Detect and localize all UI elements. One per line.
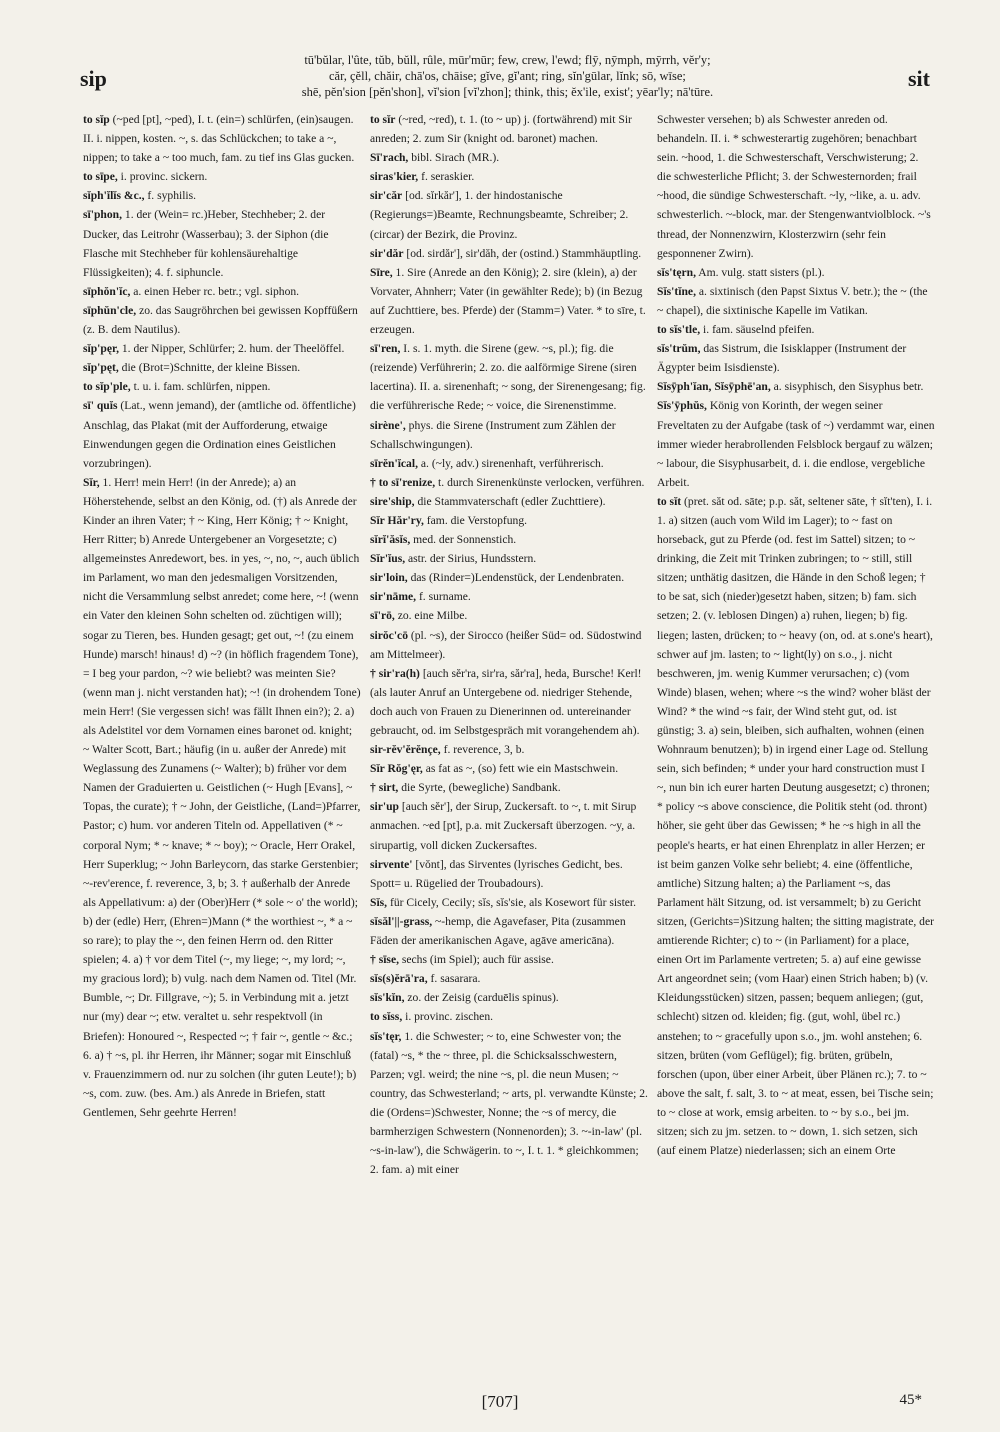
dictionary-entry — [83, 301, 361, 339]
entry-headword: sī'ren, — [370, 342, 401, 356]
entry-definition: 1. Sire (Anrede an den König); 2. sire (klein), a) der Vorvater, Ahnherr; Vater (in gewählter Rede); b) (in Bezug auf Zuchttiere, bes. Pferde) der (Stamm=) Vater. * to sīre, t. erzeugen. — [370, 265, 646, 337]
entry-definition: as fat as ~, (so) fett wie ein Mastschwein. — [422, 762, 619, 776]
dictionary-entry — [370, 186, 648, 243]
dictionary-entry — [657, 263, 935, 282]
entry-headword: Sĭsȳph'ĭan, Sĭsȳphē'an, — [657, 380, 771, 394]
entry-definition: die (Brot=)Schnitte, der kleine Bissen. — [118, 361, 301, 375]
entry-headword: † sir'ra(h) — [370, 666, 420, 680]
key-line: shē, pĕn'sion [pĕn'shon], vĭ'sion [vĭ'zhon]; think, this; ĕx'ile, exist'; yēar'ly; nā'tūre. — [301, 85, 714, 99]
column-1 — [83, 110, 361, 1179]
dictionary-entry — [370, 549, 648, 568]
dictionary-entry — [83, 377, 361, 396]
guide-word-left: sip — [80, 66, 107, 91]
entry-definition: Am. vulg. statt sisters (pl.). — [695, 265, 825, 279]
dictionary-entry — [370, 492, 648, 511]
entry-headword: siras'kier, — [370, 170, 419, 184]
dictionary-entry — [370, 454, 648, 473]
entry-headword: sir-rĕv'ĕrĕnçe, — [370, 743, 441, 757]
entry-definition: zo. das Saugröhrchen bei gewissen Kopffüßern (z. B. dem Nautilus). — [83, 303, 358, 337]
entry-headword: sīphŭn'cle, — [83, 303, 137, 317]
entry-definition: zo. eine Milbe. — [394, 609, 468, 623]
entry-headword: sir'up — [370, 800, 399, 814]
dictionary-entry — [370, 339, 648, 415]
entry-definition: 1. der Nipper, Schlürfer; 2. hum. der Theelöffel. — [118, 342, 345, 356]
entry-definition: zo. der Zeisig (carduēlis spinus). — [404, 991, 559, 1005]
dictionary-entry — [370, 148, 648, 167]
dictionary-entry — [83, 167, 361, 186]
entry-definition: [auch sĕr'ra, sir'ra, săr'ra], heda, Bursche! Kerl! (als lauter Anruf an Untergebene od. niedriger Stehende, doch auch von Frauen zu Dienerinnen od. untereinander gebraucht, od. im Selbstgespräch mit vorangehendem ah). — [370, 666, 642, 737]
entry-headword: † sīse, — [370, 953, 399, 967]
entry-headword: sīrĕn'ĭcal, — [370, 456, 418, 470]
entry-definition: Schwester versehen; b) als Schwester anreden od. behandeln. II. i. * schwesterartig zugehören; benachbart sein. ~hood, 1. die Schwesterschaft, Verschwisterung; 2. die schwesterliche Pflicht; 3. der Schwesternorden; frail ~hood, die sündige Schwesterschaft. ~ly, ~like, a. u. adv. schwesterlich. ~-block, mar. der Stengenwantviolblock. ~'s thread, der Nonnenzwirn, Klosterzwirn (sehr fein gesponnener Zwirn). — [657, 113, 931, 260]
page-header — [0, 52, 1000, 100]
entry-definition: fam. die Verstopfung. — [423, 513, 528, 527]
entry-headword: sĭs(s)ĕrā'ra, — [370, 972, 428, 986]
key-line: căr, çĕll, chăir, chā'os, chāise; gĭve, gĭ'ant; ring, sĭn'gūlar, lĭnk; sō, wīse; — [329, 69, 686, 83]
entry-definition: (Lat., wenn jemand), der (amtliche od. öffentliche) Anschlag, das Plakat (mit der Aufforderung, etwaige Einwendungen gegen die Ordination eines Geistlichen vorzubringen). — [83, 399, 356, 470]
entry-definition: bibl. Sirach (MR.). — [408, 151, 500, 165]
dictionary-entry — [370, 530, 648, 549]
dictionary-entry — [83, 205, 361, 281]
entry-definition: 1. Herr! mein Herr! (in der Anrede); a) an Höherstehende, selbst an den König, od. (†) als Anrede der Kinder an ihren Vater; † ~ King, Herr König; † ~ Knight, Herr Ritter; b) Anrede Untergebener an Vorgesetzte; c) allgemeinstes Anredewort, bes. in yes, ~, no, ~, auch üblich im Parlament, wo man den jedesmaligen Vorsitzenden, nicht die Versammlung selbst anredet; come here, ~! (wenn ein Vater den kleinen Sohn schelten od. züchtigen will); sogar zu Tieren, bes. Hunden gesagt; get out, ~! (zu einem Hunde) marsch! hinaus! d) ~? (in höflich fragendem Tone), = I beg your pardon, ~? wie beliebt? was meinten Sie? (wenn man j. nicht verstanden hat); ~! (in drohendem Tone) mein Herr! (Sie vergessen sich! was fällt Ihnen ein?); 2. a) als Adelstitel vor dem Vornamen eines baronet od. knight; ~ Walter Scott, Bart.; häufig (in u. außer der Anrede) mit Weglassung des Zunamens (~ Walter); b) früher vor dem Namen der Graduierten u. Geistlichen (~ Hugh [Evans], ~ Topas, the curate); † ~ John, der Geistliche, (Land=)Pfarrer, Pastor; c) hum. vor anderen Titeln od. Appellativen (* ~ corporal Nym; * ~ knave; * ~ boy); ~ Oracle, Herr Orakel, Herr Superklug; ~ John Barleycorn, das starke Gerstenbier; ~-rev'erence, f. reverence, 3, b; 3. † außerhalb der Anrede als Appellativum: a) der (Ober)Herr (* sole ~ o' the world); b) der (edle) Herr, (Ehren=)Mann (* the worthiest ~, * a ~ so rare); to play the ~, den feinen Herrn od. den Ritter spielen; 4. a) † vor dem Titel (~, my liege; ~, my lord; ~, my gracious lord); b) vulg. nach dem Namen od. Titel (Mr. Bumble, ~; Dr. Fillgrave, ~); 5. in Verbindung mit a. jetzt nur (my) dear ~; etw. veraltet u. sehr respektvoll (in Briefen): Honoured ~, Respected ~; † fair ~, gentle ~ &c.; 6. a) † ~s, pl. ihr Herren, ihr Männer; sogar mit Einschluß v. Frauenzimmern od. nur zu solchen (ihr guten Leute!); b) ~s, com. zuw. (bes. Am.) als Anrede in Briefen, statt Gentlemen, Sehr geehrte Herren! — [83, 475, 361, 1119]
entry-headword: sĭs'tęr, — [370, 1029, 402, 1043]
key-line: tū'bŭlar, l'ûte, tŭb, bŭll, rûle, mūr'mūr; few, crew, l'ewd; flȳ, nȳmph, mȳrrh, vĕr'y; — [304, 53, 711, 67]
dictionary-entry — [370, 1027, 648, 1180]
entry-headword: to sĭs'tle, — [657, 323, 701, 337]
dictionary-entry — [83, 110, 361, 167]
guide-word-right: sit — [907, 66, 930, 91]
entry-headword: Sĭs'ȳphŭs, — [657, 399, 707, 413]
entry-definition: f. syphilis. — [144, 189, 197, 203]
dictionary-entry — [370, 969, 648, 988]
entry-definition: f. sasarara. — [427, 972, 481, 986]
entry-headword: sĭs'kĭn, — [370, 991, 405, 1005]
entry-headword: sir'loin, — [370, 571, 408, 585]
dictionary-entry — [370, 855, 648, 893]
entry-definition: f. reverence, 3, b. — [440, 743, 525, 757]
entry-definition: a. (~ly, adv.) sirenenhaft, verführerisch. — [417, 456, 604, 470]
signature-mark: 45* — [899, 1392, 922, 1408]
entry-definition: [od. sĭrkăr'], 1. der hindostanische (Regierungs=)Beamte, Rechnungsbeamte, Schreiber; 2. (circar) der Bezirk, die Provinz. — [370, 189, 629, 241]
entry-headword: Sī'rach, — [370, 151, 409, 165]
entry-definition: (~ped [pt], ~ped), I. t. (ein=) schlürfen, (ein)saugen. II. i. nippen, kosten. ~, s. das Schlückchen; to take a ~, nippen; to take a ~ too much, fam. zu tief ins Glas gucken. — [83, 113, 355, 165]
entry-headword: sĭsăl'||-grass, — [370, 914, 433, 928]
entry-definition: I. s. 1. myth. die Sirene (gew. ~s, pl.); fig. die (reizende) Verführerin; 2. zo. die aalförmige Sirene (siren lacertina). II. a. sirenenhaft; ~ song, der Sirenengesang; fig. die verführerische Rede; ~ voice, die Sirenenstimme. — [370, 342, 646, 413]
dictionary-entry — [657, 377, 935, 396]
dictionary-entry — [657, 282, 935, 320]
dictionary-entry — [370, 950, 648, 969]
dictionary-entry — [370, 263, 648, 339]
entry-headword: sir'căr — [370, 189, 403, 203]
entry-headword: sī'phon, — [83, 208, 122, 222]
dictionary-entry — [370, 416, 648, 454]
entry-definition: astr. der Sirius, Hundsstern. — [405, 552, 537, 566]
entry-definition: die Syrte, (bewegliche) Sandbank. — [398, 781, 561, 795]
entry-definition: König von Korinth, der wegen seiner Freveltaten zu der Aufgabe (task of ~) verdammt war, einen immer wieder herabrollenden Felsblock bergauf zu wälzen; ~ labour, die Sisyphusarbeit, d. i. die endlose, vergebliche Arbeit. — [657, 399, 935, 489]
entry-headword: to sīpe, — [83, 170, 118, 184]
dictionary-entry — [370, 110, 648, 148]
dictionary-entry — [370, 664, 648, 740]
entry-headword: sire'ship, — [370, 494, 415, 508]
column-3 — [657, 110, 935, 1179]
entry-headword: sĭrĭ'ăsĭs, — [370, 533, 411, 547]
dictionary-entry — [370, 912, 648, 950]
dictionary-entry — [370, 778, 648, 797]
dictionary-entry — [370, 587, 648, 606]
entry-definition: a. sisyphisch, den Sisyphus betr. — [770, 380, 924, 394]
dictionary-entry — [370, 797, 648, 854]
dictionary-entry — [83, 396, 361, 472]
dictionary-entry — [83, 186, 361, 205]
dictionary-entry — [657, 320, 935, 339]
entry-definition: i. provinc. zischen. — [402, 1010, 494, 1024]
entry-headword: to sĭp'ple, — [83, 380, 131, 394]
entry-definition: 1. die Schwester; ~ to, eine Schwester von; the (fatal) ~s, * the ~ three, pl. die Schicksalsschwestern, Parzen; vgl. weird; the nine ~s, pl. die neun Musen; ~ country, das Schwesterland; ~ arts, pl. verwandte Künste; 2. die (Ordens=)Schwester, Nonne; the ~s of mercy, die barmherzigen Schwestern (Nonnenorden); 3. ~-in-law' (pl. ~s-in-law'), die Schwägerin. to ~, I. t. 1. * gleichkommen; 2. fam. a) mit einer — [370, 1029, 648, 1177]
entry-headword: Sĭr Hăr'ry, — [370, 513, 424, 527]
entry-definition: für Cicely, Cecily; sĭs, sĭs'sie, als Kosewort für sister. — [387, 895, 637, 909]
entry-definition: (pl. ~s), der Sirocco (heißer Süd= od. Südostwind am Mittelmeer). — [370, 628, 642, 661]
entry-definition: i. provinc. sickern. — [117, 170, 208, 184]
dictionary-entry — [370, 759, 648, 778]
entry-definition: t. durch Sirenenkünste verlocken, verführen. — [435, 475, 645, 489]
entry-definition: a. einen Heber rc. betr.; vgl. siphon. — [130, 284, 300, 298]
entry-headword: sir'dăr — [370, 246, 404, 260]
entry-definition: (~red, ~red), t. 1. (to ~ up) j. (fortwährend) mit Sir anreden; 2. zum Sir (knight od. baronet) machen. — [370, 113, 632, 146]
entry-headword: sirvente' — [370, 857, 413, 871]
dictionary-entry — [83, 339, 361, 358]
dictionary-entry — [370, 626, 648, 664]
entry-definition: (pret. săt od. sāte; p.p. săt, seltener sāte, † sĭt'ten), I. i. 1. a) sitzen (auch vom Wild im Lager); to ~ fast on horseback, gut zu Pferde (od. fest im Sattel) sitzen; to ~ drinking, die Zeit mit Trinken zubringen; to ~ still, still sitzen; unthätig dasitzen, die Hände in den Schoß legen; † to be sat, sich (nieder)gesetzt haben, sitzen; b) fam. sich setzen; 2. (v. leblosen Dingen) a) ruhen, liegen; b) fig. liegen; lasten, drücken; to ~ heavy (on, od. at s.one's heart), schwer auf jm. lasten; to ~ light(ly) on s.o., j. nicht beschweren, jm. wenig Kummer verursachen; c) (vom Winde) blasen, wehen; where ~s the wind? woher bläst der Wind? * the wind ~s fair, der Wind steht gut, od. ist günstig; 3. a) sein, bleiben, sich aufhalten, wohnen (einen Wohnraum benutzen); b) in irgend einer Lage od. Stellung sein, sich befinden; * under your hard construction must I ~, nun bin ich eurer harten Deutung ausgesetzt; c) thronen; * policy ~s above conscience, die Politik steht (od. thront) höher, sie geht über das Gewissen; * he ~s high in all the people's hearts, er hat einen Ehrenplatz in aller Herzen; er ist beim ganzen Volke sehr beliebt; 4. eine (öffentliche, amtliche) Sitzung halten; a) the Parliament ~s, das Parlament hält Sitzung, od. ist versammelt; b) zu Gericht sitzen, (Gerichts=)Sitzung halten; the sitting magistrate, der amtierende Richter; c) to ~ (in Parliament) for a place, einen Ort im Parlamente vertreten; 5. a) auf eine gewisse Art angeordnet sein; (vom Haar) einen Strich haben; b) (v. Kleidungsstücken) sitzen, passen; bequem anliegen; (gut, schlecht) sitzen od. kleiden; fig. (gut, wohl, übel rc.) anstehen; to ~ gracefully upon s.o., jm. wohl anstehen; 6. sitzen, brüten (vom Geflügel); fig. brüten, grübeln, forschen (upon, über einer Arbeit, über Plänen rc.); 7. to ~ above the salt, f. salt, 3. to ~ at meat, essen, bei Tische sein; to ~ close at work, emsig arbeiten. to ~ by s.o., bei jm. sitzen; sich zu jm. setzen. to ~ down, 1. sich setzen, sich (auf einem Platze) niederlassen; sich an einem Orte — [657, 494, 934, 1158]
entry-headword: † to sī'renize, — [370, 475, 436, 489]
entry-definition: die Stammvaterschaft (edler Zuchttiere). — [414, 494, 606, 508]
entry-headword: sĭph'ĭlĭs &c., — [83, 189, 145, 203]
dictionary-entry — [657, 396, 935, 491]
entry-definition: a. sixtinisch (den Papst Sixtus V. betr.); the ~ (the ~ chapel), die sixtinische Kapelle im Vatikan. — [657, 284, 928, 317]
entry-headword: Sīre, — [370, 265, 393, 279]
dictionary-entry — [83, 282, 361, 301]
entry-headword: Sĭr'ĭus, — [370, 552, 406, 566]
entry-headword: sĭs'tęrn, — [657, 265, 696, 279]
entry-definition: [vŏnt], das Sirventes (lyrisches Gedicht, bes. Spott= u. Rügelied der Troubadours). — [370, 857, 623, 890]
entry-definition: med. der Sonnenstich. — [410, 533, 517, 547]
entry-headword: Sĭs, — [370, 895, 388, 909]
dictionary-entry — [83, 473, 361, 1122]
entry-headword: sĭp'pęt, — [83, 361, 119, 375]
entry-headword: sir'nāme, — [370, 590, 417, 604]
entry-definition: ~-hemp, die Agavefaser, Pita (zusammen Fäden der amerikanischen Agave, agāve americāna). — [370, 914, 626, 948]
entry-headword: to sĭp — [83, 113, 110, 126]
dictionary-columns — [83, 110, 935, 1179]
column-2 — [370, 110, 648, 1179]
dictionary-entry — [657, 492, 935, 1160]
dictionary-entry — [370, 511, 648, 530]
entry-headword: to sĭt — [657, 494, 682, 508]
entry-headword: sī'rō, — [370, 609, 395, 623]
entry-headword: to sĭss, — [370, 1010, 403, 1024]
entry-definition: [auch sĕr'], der Sirup, Zuckersaft. to ~, t. mit Sirup anmachen. ~ed [pt], p.a. mit Zuckersaft überzogen. ~y, a. sirupartig, voll dicken Zuckersaftes. — [370, 800, 637, 852]
dictionary-entry — [657, 339, 935, 377]
pronunciation-key — [157, 52, 857, 100]
entry-headword: to sĭr — [370, 113, 396, 126]
dictionary-entry — [370, 606, 648, 625]
dictionary-entry — [370, 1007, 648, 1026]
dictionary-entry — [370, 473, 648, 492]
entry-headword: Sĭr Rŏg'ęr, — [370, 762, 423, 776]
dictionary-entry — [370, 740, 648, 759]
dictionary-entry — [370, 988, 648, 1007]
page-number: [707] — [481, 1392, 519, 1411]
entry-headword: sĭs'trŭm, — [657, 342, 701, 356]
dictionary-entry — [370, 167, 648, 186]
entry-definition: 1. der (Wein= rc.)Heber, Stechheber; 2. der Ducker, das Leitrohr (Wasserbau); 3. der Siphon (die Flasche mit Stechheber für kohlensäurehaltige Flüssigkeiten); 4. f. siphuncle. — [83, 208, 329, 279]
dictionary-entry — [657, 110, 935, 263]
entry-definition: das (Rinder=)Lendenstück, der Lendenbraten. — [407, 571, 625, 585]
entry-definition: sechs (im Spiel); auch für assise. — [398, 953, 554, 967]
dictionary-entry — [370, 893, 648, 912]
entry-headword: Sĭs'tĭne, — [657, 284, 696, 298]
dictionary-entry — [370, 244, 648, 263]
dictionary-entry — [370, 568, 648, 587]
entry-headword: sīphŏn'ĭc, — [83, 284, 131, 298]
entry-headword: sirène', — [370, 418, 406, 432]
entry-headword: sī' quĭs — [83, 399, 118, 413]
entry-definition: f. surname. — [416, 590, 471, 604]
entry-definition: t. u. i. fam. schlürfen, nippen. — [130, 380, 271, 394]
entry-definition: [od. sirdăr'], sir'dăh, der (ostind.) Stammhäuptling. — [403, 246, 642, 260]
entry-definition: i. fam. säuselnd pfeifen. — [700, 323, 815, 337]
entry-definition: phys. die Sirene (Instrument zum Zählen der Schallschwingungen). — [370, 418, 616, 451]
entry-headword: sĭp'pęr, — [83, 342, 119, 356]
entry-headword: sirŏc'cō — [370, 628, 408, 642]
entry-definition: f. seraskier. — [418, 170, 475, 184]
entry-headword: † sirt, — [370, 781, 399, 795]
entry-headword: Sĭr, — [83, 475, 100, 489]
entry-definition: das Sistrum, die Isisklapper (Instrument der Ägypter beim Isisdienste). — [657, 342, 907, 375]
dictionary-entry — [83, 358, 361, 377]
